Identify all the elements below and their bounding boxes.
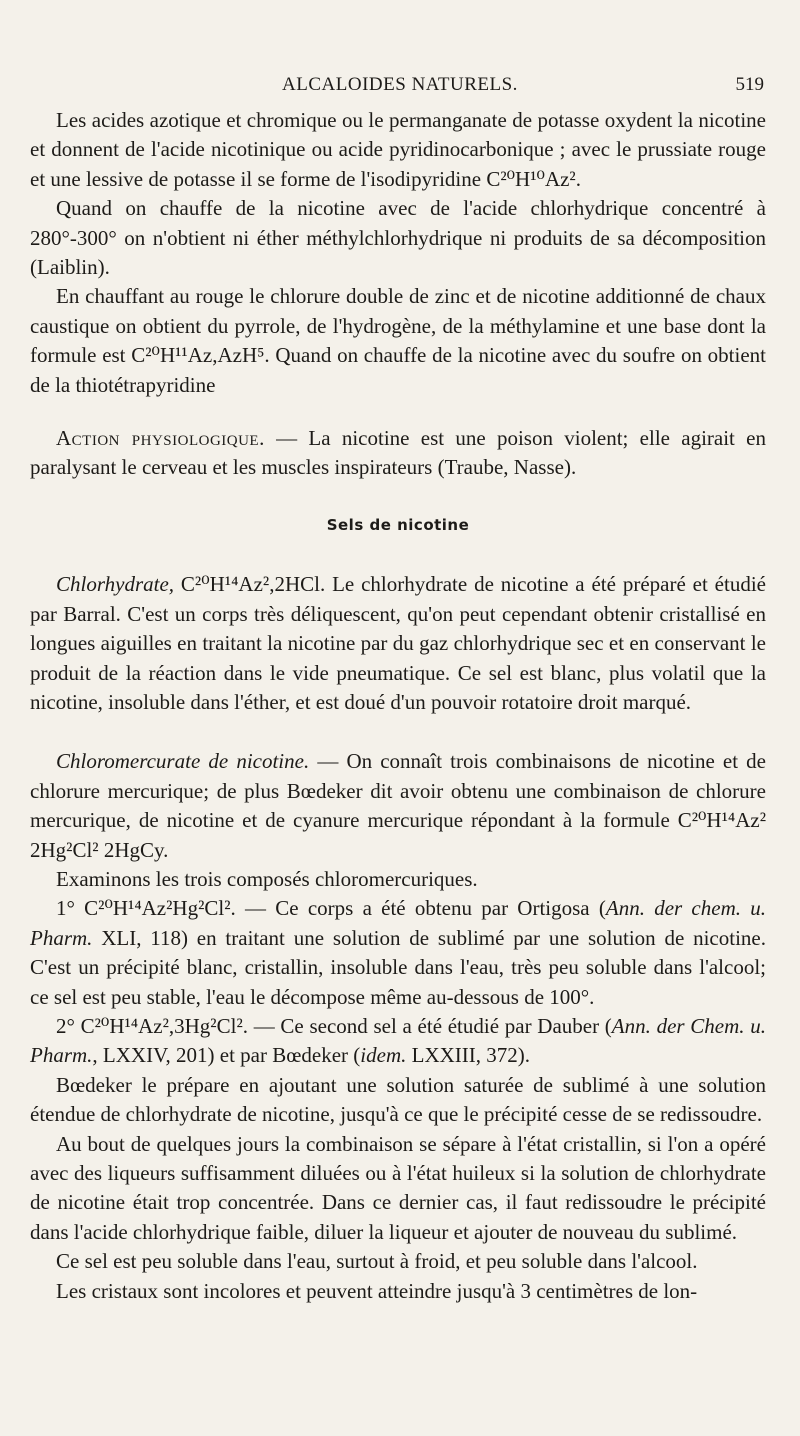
paragraph-zinc-chloride: En chauffant au rouge le chlorure double de zinc et de nicotine additionné de chaux caustique on obtient du pyrrole, de l'hydrogène, de la méthylamine et une base dont la formule est C²⁰H¹¹Az,AzH⁵. Quand on chauffe de la nicotine avec du soufre on obtient de la thiotétrapyridine xyxy=(30,284,766,397)
running-title: ALCALOIDES NATURELS. xyxy=(282,74,518,95)
paragraph-oxidation: Les acides azotique et chromique ou le permanganate de potasse oxydent la nicotine et donnent de l'acide nicotinique ou acide pyridinocarbonique ; avec le prussiate rouge et une lessive de potasse il se forme de l'isodipyridine C²⁰H¹⁰Az². xyxy=(30,108,766,191)
paragraph-compound-1 xyxy=(30,894,766,1012)
compound-1-reference: Ann. der chem. u. Pharm. xyxy=(30,896,766,950)
paragraph-compound-2 xyxy=(30,1012,766,1071)
chloromercurate-heading: Chloromercurate de nicotine. xyxy=(56,749,310,774)
paragraph-crystals: Les cristaux sont incolores et peuvent atteindre jusqu'à 3 centimètres de lon- xyxy=(56,1278,698,1303)
spacer xyxy=(30,400,766,424)
paragraph-boedeker-prepare: Bœdeker le prépare en ajoutant une solution saturée de sublimé à une solution étendue de chlorhydrate de nicotine, jusqu'à ce que le précipité cesse de se redissoudre. xyxy=(30,1072,766,1127)
running-head xyxy=(0,74,800,98)
paragraph-examinons: Examinons les trois composés chloromercuriques. xyxy=(56,866,478,891)
chlorhydrate-text: C²⁰H¹⁴Az²,2HCl. Le chlorhydrate de nicotine a été préparé et étudié par Barral. C'est un corps très déliquescent, qu'on peut cependant obtenir cristallisé en longues aiguilles en traitant la nicotine par du gaz chlorhydrique sec et en conservant le produit de la réaction dans le vide pneumatique. Ce sel est blanc, plus volatil que la nicotine, insoluble dans l'éther, et est doué d'un pouvoir rotatoire droit marqué. xyxy=(30,572,766,714)
paragraph-crystallization: Au bout de quelques jours la combinaison se sépare à l'état cristallin, si l'on a opéré avec des liqueurs suffisamment diluées ou à l'état huileux si la solution de chlorhydrate de nicotine était trop concentrée. Dans ce dernier cas, il faut redissoudre le précipité dans l'acide chlorhydrique faible, diluer la liqueur et ajouter de nouveau du sublimé. xyxy=(30,1131,766,1244)
paragraph-chloromercurate xyxy=(30,747,766,865)
compound-1-text-continued: XLI, 118) en traitant une solution de sublimé par une solution de nicotine. C'est un précipité blanc, cristallin, insoluble dans l'eau, très peu soluble dans l'alcool; ce sel est peu stable, l'eau le décompose même au-dessous de 100°. xyxy=(30,925,766,1009)
physiological-action-heading: Action physiologique. xyxy=(56,426,265,451)
chlorhydrate-heading: Chlorhydrate, xyxy=(56,572,175,597)
compound-2-text: 2° C²⁰H¹⁴Az²,3Hg²Cl². — Ce second sel a été étudié par Dauber ( xyxy=(56,1013,612,1038)
paragraph-physiological-action xyxy=(30,424,766,483)
compound-1-text: 1° C²⁰H¹⁴Az²Hg²Cl². — Ce corps a été obtenu par Ortigosa ( xyxy=(56,896,606,921)
paragraph-chlorhydrate xyxy=(30,570,766,717)
body-text xyxy=(30,106,766,1306)
compound-2-text-continued: , LXXIV, 201) et par Bœdeker ( xyxy=(92,1043,361,1068)
physiological-action-text: — La nicotine est une poison violent; elle agirait en paralysant le cerveau et les muscles inspirateurs (Traube, Nasse). xyxy=(30,426,766,480)
paragraph-solubility: Ce sel est peu soluble dans l'eau, surtout à froid, et peu soluble dans l'alcool. xyxy=(56,1249,698,1274)
compound-2-text-end: LXXIII, 372). xyxy=(406,1043,531,1068)
paragraph-hydrochloric: Quand on chauffe de la nicotine avec de l'acide chlorhydrique concentré à 280°-300° on n'obtient ni éther méthylchlorhydrique ni produits de sa décomposition (Laiblin). xyxy=(30,196,766,280)
section-title: Sels de nicotine xyxy=(326,515,470,534)
page-number: 519 xyxy=(735,74,764,95)
compound-2-idem: idem. xyxy=(360,1043,407,1068)
chloromercurate-text: — On connaît trois combinaisons de nicotine et de chlorure mercurique; de plus Bœdeker dit avoir obtenu une combinaison de chlorure mercurique, de nicotine et de cyanure mercurique répondant à la formule C²⁰H¹⁴Az² 2Hg²Cl² 2HgCy. xyxy=(30,749,766,862)
compound-2-reference: Ann. der Chem. u. Pharm. xyxy=(30,1013,766,1068)
spacer xyxy=(30,717,766,747)
